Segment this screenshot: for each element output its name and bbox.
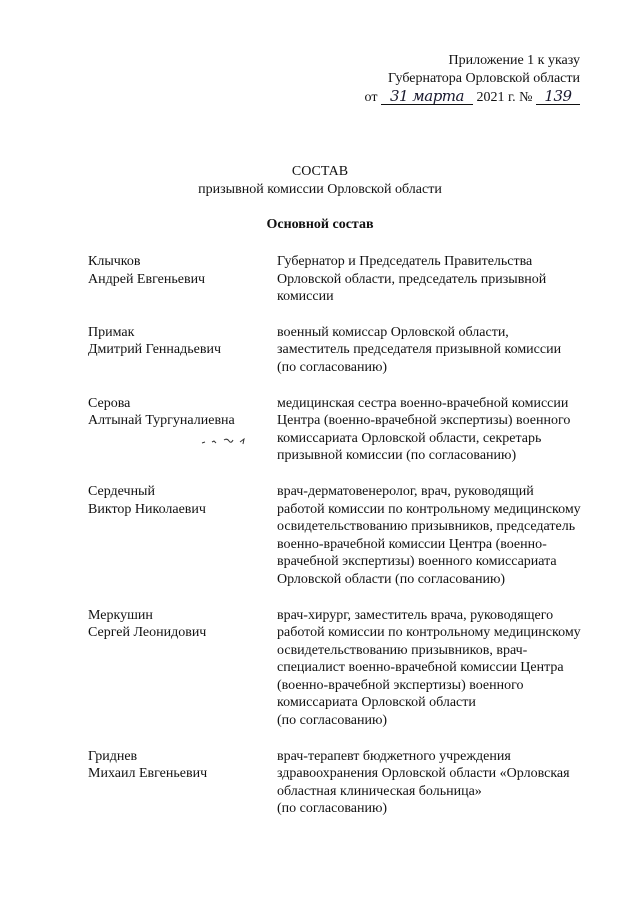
member-surname: Меркушин [88, 607, 153, 623]
member-name [88, 395, 277, 465]
member-role-line: работой комиссии по контрольному медицинскому [277, 625, 581, 641]
document-title: СОСТАВ [291, 164, 349, 179]
member-given-name: Виктор Николаевич [88, 501, 206, 517]
member-surname: Серова [88, 395, 131, 411]
member-name [88, 324, 277, 377]
member-role [277, 748, 608, 818]
member-row [88, 483, 608, 589]
member-role-line: врач-дерматовенеролог, врач, руководящий [277, 483, 534, 499]
section-title: Основной состав [266, 217, 374, 232]
member-role-line: работой комиссии по контрольному медицинскому [277, 501, 581, 517]
member-role-line: (по согласованию) [277, 359, 388, 375]
member-role-line: комиссариата Орловской области [277, 695, 476, 711]
member-given-name: Сергей Леонидович [88, 625, 207, 641]
member-role-line: специалист военно-врачебной комиссии Центра [277, 660, 564, 676]
member-role-line: медицинская сестра военно-врачебной комиссии [277, 395, 569, 411]
member-role [277, 253, 608, 306]
member-role-line: Центра (военно-врачебной экспертизы) военного [277, 413, 571, 429]
member-role-line: освидетельствованию призывников, председатель [277, 519, 576, 535]
handwritten-number: 139 [536, 88, 580, 105]
number-sign: № [519, 90, 533, 105]
member-given-name: Дмитрий Геннадьевич [88, 342, 221, 358]
member-given-name: Алтынай Тургуналиевна [88, 413, 235, 429]
member-role-line: (по согласованию) [277, 713, 388, 729]
member-role [277, 483, 608, 589]
member-row [88, 324, 608, 377]
appendix-header [340, 52, 580, 107]
member-role-line: (военно-врачебной экспертизы) военного [277, 677, 524, 693]
member-role-line: комиссии [277, 289, 334, 305]
member-role-line: Орловской области (по согласованию) [277, 571, 506, 587]
member-role-line: Губернатор и Председатель Правительства [277, 254, 533, 269]
member-row [88, 607, 608, 730]
member-name [88, 607, 277, 730]
member-row [88, 253, 608, 306]
member-role-line: призывной комиссии (по согласованию) [277, 448, 517, 464]
appendix-date-line [340, 88, 580, 107]
from-label: от [364, 90, 378, 105]
year-label: 2021 г. [476, 90, 516, 105]
pen-mark-icon [200, 436, 260, 446]
member-role-line: Орловской области, председатель призывной [277, 271, 547, 287]
member-given-name: Андрей Евгеньевич [88, 271, 206, 287]
member-role-line: врач-терапевт бюджетного учреждения [277, 748, 511, 764]
member-role-line: областная клиническая больница» [277, 783, 482, 799]
member-surname: Примак [88, 324, 135, 340]
member-surname: Гриднев [88, 748, 138, 764]
appendix-line-2: Губернатора Орловской области [387, 71, 580, 86]
member-role [277, 395, 608, 465]
member-row [88, 395, 608, 465]
member-role [277, 607, 608, 730]
member-role-line: военный комиссар Орловской области, [277, 324, 509, 340]
handwritten-date: 31 марта [381, 88, 473, 105]
member-role-line: освидетельствованию призывников, врач- [277, 642, 528, 658]
document-subtitle: призывной комиссии Орловской области [198, 182, 442, 197]
appendix-line-1: Приложение 1 к указу [448, 53, 580, 68]
member-row [88, 748, 608, 818]
member-surname: Сердечный [88, 483, 155, 499]
member-role-line: врачебной экспертизы) военного комиссариата [277, 554, 557, 570]
member-role [277, 324, 608, 377]
members-list [88, 253, 608, 836]
member-name [88, 253, 277, 306]
member-role-line: (по согласованию) [277, 801, 388, 817]
member-role-line: комиссариата Орловской области, секретарь [277, 430, 542, 446]
member-surname: Клычков [88, 254, 141, 269]
member-given-name: Михаил Евгеньевич [88, 766, 208, 782]
member-name [88, 483, 277, 589]
member-name [88, 748, 277, 818]
member-role-line: здравоохранения Орловской области «Орловская [277, 766, 570, 782]
member-role-line: врач-хирург, заместитель врача, руководящего [277, 607, 554, 623]
member-role-line: военно-врачебной комиссии Центра (военно- [277, 536, 547, 552]
member-role-line: заместитель председателя призывной комиссии [277, 342, 562, 358]
